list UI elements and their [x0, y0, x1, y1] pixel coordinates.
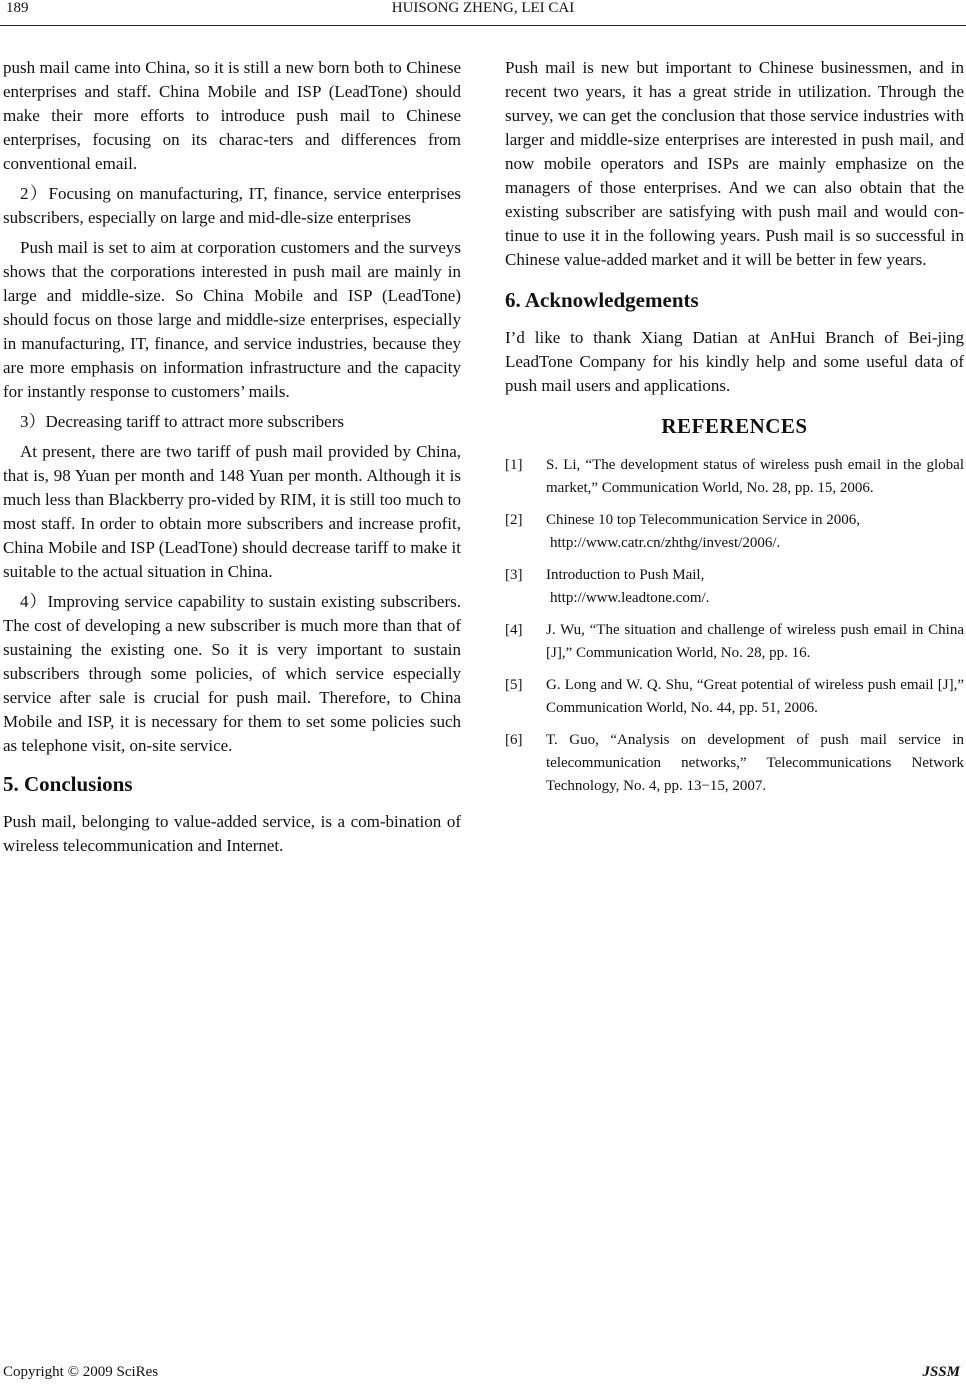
paragraph: Push mail is new but important to Chinese businessmen, and in recent two years, it has a great stride in utilization. Through the survey, we can get the conclusion that those service industries with larger and middle-size enterprises are interested in push mail, and now mobile operators and ISPs are mainly emphasize on the managers of those enterprises. And we can also obtain that the existing subscriber are satisfying with push mail and would con-tinue to use it in the following years. Push mail is so successful in Chinese value-added market and it will be better in few years. [505, 58, 964, 269]
copyright-notice: Copyright © 2009 SciRes [3, 1364, 159, 1380]
reference-number: [3] [505, 567, 523, 583]
header-rule [0, 25, 966, 26]
reference-text: T. Guo, “Analysis on development of push mail service in telecommunication networks,” Telecommunications Network Technology, No. 4, pp. 13−15, 2007. [546, 732, 964, 794]
reference-item [505, 509, 964, 555]
reference-item [505, 564, 964, 610]
running-title: HUISONG ZHENG, LEI CAI [391, 0, 575, 16]
reference-text: G. Long and W. Q. Shu, “Great potential of wireless push email [J],” Communication World, No. 44, pp. 51, 2006. [546, 677, 964, 716]
page-number: 189 [6, 0, 29, 16]
reference-text: J. Wu, “The situation and challenge of wireless push email in China [J],” Communication World, No. 28, pp. 16. [546, 622, 964, 661]
reference-item [505, 729, 964, 798]
paragraph: Push mail, belonging to value-added service, is a com-bination of wireless telecommunication and Internet. [3, 812, 461, 855]
left-column [3, 56, 461, 864]
reference-url[interactable]: http://www.catr.cn/zhthg/invest/2006/. [550, 535, 781, 551]
reference-number: [1] [505, 457, 523, 473]
reference-number: [2] [505, 512, 523, 528]
reference-number: [6] [505, 732, 523, 748]
paragraph: 3）Decreasing tariff to attract more subscribers [20, 412, 344, 431]
paragraph: At present, there are two tariff of push mail provided by China, that is, 98 Yuan per month and 148 Yuan per month. Although it is much less than Blackberry pro-vided by RIM, it is still too much to most staff. In order to obtain more subscribers and increase profit, China Mobile and ISP (LeadTone) should decrease tariff to make it suitable to the actual situation in China. [3, 442, 461, 581]
reference-url[interactable]: http://www.leadtone.com/. [550, 590, 710, 606]
reference-item [505, 619, 964, 665]
section-heading-acknowledgements: 6. Acknowledgements [505, 288, 699, 312]
reference-list [505, 454, 964, 798]
reference-item [505, 674, 964, 720]
reference-text: S. Li, “The development status of wireless push email in the global market,” Communication World, No. 28, pp. 15, 2006. [546, 457, 964, 496]
reference-number: [5] [505, 677, 523, 693]
page-header [0, 0, 966, 24]
paragraph: Push mail is set to aim at corporation customers and the surveys shows that the corporations interested in push mail are mainly in large and middle-size. So China Mobile and ISP (LeadTone) should focus on those large and middle-size enterprises, especially in manufacturing, IT, finance, and service industries, because they are more emphasis on information infrastructure and the capacity for instantly response to customers’ mails. [3, 238, 461, 401]
reference-item [505, 454, 964, 500]
right-column [505, 56, 964, 807]
reference-text: Chinese 10 top Telecommunication Service in 2006, [546, 512, 861, 528]
references-heading: REFERENCES [661, 414, 808, 438]
reference-number: [4] [505, 622, 523, 638]
paragraph: 2）Focusing on manufacturing, IT, finance, service enterprises subscribers, especially on large and mid-dle-size enterprises [3, 184, 461, 227]
journal-abbreviation: JSSM [922, 1364, 960, 1380]
reference-text: Introduction to Push Mail, [546, 567, 705, 583]
paragraph: I’d like to thank Xiang Datian at AnHui Branch of Bei-jing LeadTone Company for his kindly help and some useful data of push mail users and applications. [505, 328, 964, 395]
paragraph: push mail came into China, so it is still a new born both to Chinese enterprises and staff. China Mobile and ISP (LeadTone) should make their more efforts to introduce push mail to Chinese enterprises, focusing on its charac-ters and differences from conventional email. [3, 58, 461, 173]
paragraph: 4）Improving service capability to sustain existing subscribers. The cost of developing a new subscriber is much more than that of sustaining the existing one. So it is very important to sustain subscribers through some policies, of which service especially service after sale is crucial for push mail. Therefore, to China Mobile and ISP, it is necessary for them to set some policies such as telephone visit, on-site service. [3, 592, 461, 755]
section-heading-conclusions: 5. Conclusions [3, 772, 133, 796]
